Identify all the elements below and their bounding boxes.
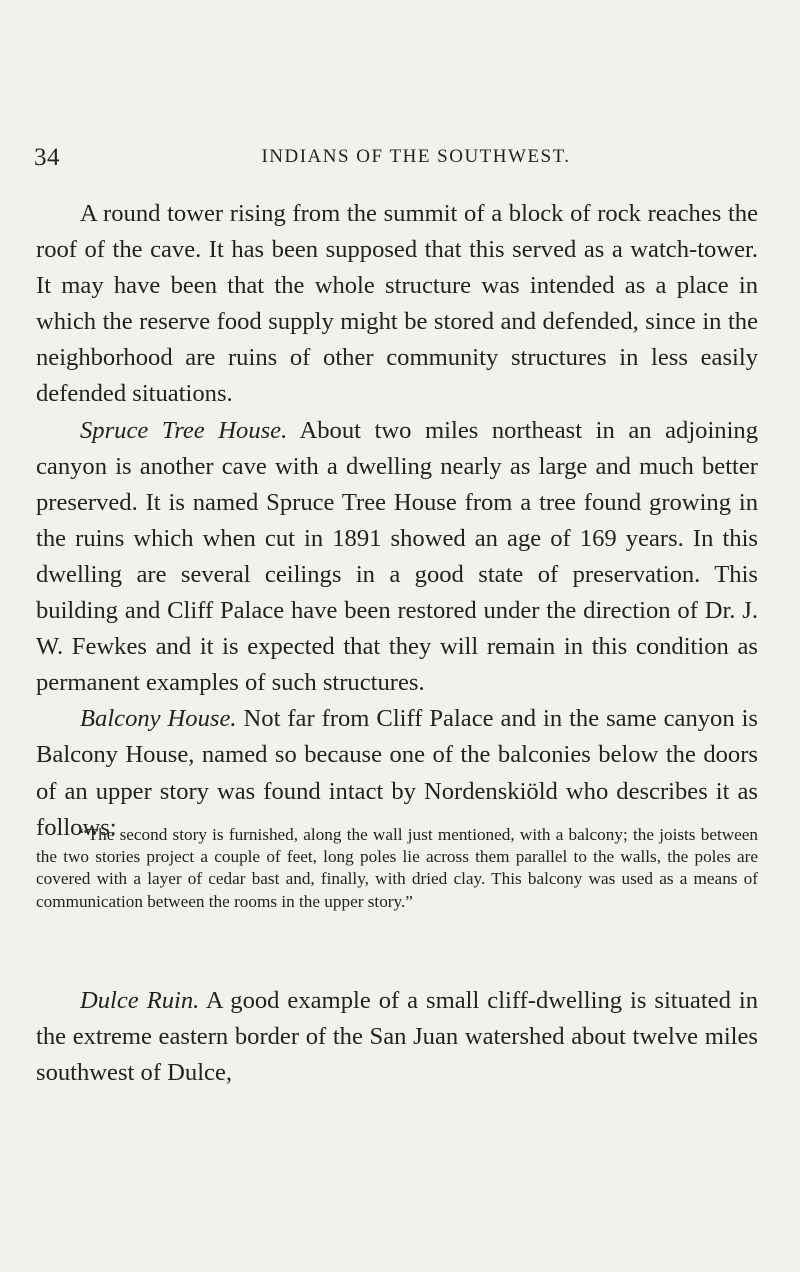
paragraph-dulce-ruin <box>36 983 758 1091</box>
main-text <box>36 196 758 846</box>
block-quote: “The second story is furnished, along the wall just mentioned, with a balcony; the joists between the two stories project a couple of feet, long poles lie across them parallel to the walls, the poles are covered with a layer of cedar bast and, finally, with dried clay. This balcony was used as a means of communication between the rooms in the upper story.” <box>36 825 758 911</box>
running-head: INDIANS OF THE SOUTHWEST. <box>261 146 571 167</box>
text-spruce-tree-house: About two miles northeast in an adjoining canyon is another cave with a dwelling nearly as large and much better preserved. It is named Spruce Tree House from a tree found growing in the ruins which when cut in 1891 showed an age of 169 years. In this dwelling are several ceilings in a good state of preservation. This building and Cliff Palace have been restored under the direction of Dr. J. W. Fewkes and it is expected that they will remain in this condition as permanent examples of such structures. <box>36 416 759 697</box>
text-balcony-house: Not far from Cliff Palace and in the same canyon is Balcony House, named so because one of the balconies below the doors of an upper story was found intact by Nordenskiöld who describes it as follows: <box>36 705 759 841</box>
page-number: 34 <box>34 144 60 171</box>
page-header <box>34 144 758 174</box>
paragraph-tower: A round tower rising from the summit of a block of rock reaches the roof of the cave. It has been supposed that this served as a watch-tower. It may have been that the whole structure was intended as a place in which the reserve food supply might be stored and defended, since in the neighborhood are ruins of other community structures in less easily defended situations. <box>36 200 758 408</box>
heading-balcony-house: Balcony House. <box>80 705 237 733</box>
heading-dulce-ruin: Dulce Ruin. <box>80 987 200 1014</box>
paragraph-spruce-tree-house <box>36 413 758 702</box>
heading-spruce-tree-house: Spruce Tree House. <box>80 416 288 444</box>
text-dulce-ruin: A good example of a small cliff-dwelling is situated in the extreme eastern border of the San Juan watershed about twelve miles southwest of Dulce, <box>36 987 758 1087</box>
